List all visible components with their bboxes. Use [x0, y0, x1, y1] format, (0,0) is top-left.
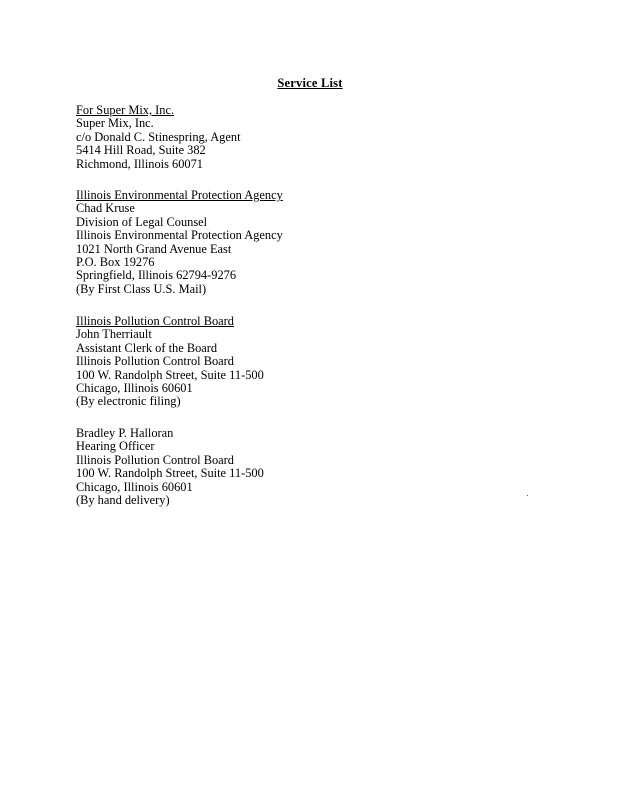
address-line: (By First Class U.S. Mail)	[76, 281, 207, 296]
address-line: c/o Donald C. Stinespring, Agent	[76, 129, 241, 144]
address-line: Chad Kruse	[76, 201, 135, 216]
service-block-pollution-control-board	[76, 315, 264, 409]
address-line: Illinois Environmental Protection Agency	[76, 228, 283, 243]
scan-speck	[527, 495, 528, 496]
address-line: 100 W. Randolph Street, Suite 11-500	[76, 367, 264, 382]
block-heading: For Super Mix, Inc.	[76, 103, 175, 117]
service-block-super-mix	[76, 104, 241, 171]
address-line: Assistant Clerk of the Board	[76, 340, 218, 355]
address-line: Division of Legal Counsel	[76, 214, 208, 229]
block-heading: Illinois Environmental Protection Agency	[76, 188, 283, 202]
address-line: 1021 North Grand Avenue East	[76, 241, 232, 256]
address-line: 5414 Hill Road, Suite 382	[76, 143, 206, 158]
service-block-hearing-officer	[76, 427, 264, 507]
address-line: Richmond, Illinois 60071	[76, 156, 204, 171]
address-line: P.O. Box 19276	[76, 255, 155, 270]
address-line: Springfield, Illinois 62794-9276	[76, 268, 237, 283]
address-line: Hearing Officer	[76, 439, 155, 454]
address-line: (By hand delivery)	[76, 493, 170, 508]
address-line: Illinois Pollution Control Board	[76, 452, 234, 467]
address-line: Bradley P. Halloran	[76, 426, 174, 440]
address-line: John Therriault	[76, 327, 152, 342]
page-title: Service List	[277, 76, 343, 90]
address-line: Super Mix, Inc.	[76, 116, 154, 131]
address-line: Illinois Pollution Control Board	[76, 354, 234, 369]
block-heading: Illinois Pollution Control Board	[76, 314, 234, 328]
address-line: Chicago, Illinois 60601	[76, 381, 193, 396]
address-line: (By electronic filing)	[76, 394, 181, 409]
address-line: Chicago, Illinois 60601	[76, 479, 193, 494]
address-line: 100 W. Randolph Street, Suite 11-500	[76, 466, 264, 481]
service-block-iepa	[76, 189, 283, 296]
